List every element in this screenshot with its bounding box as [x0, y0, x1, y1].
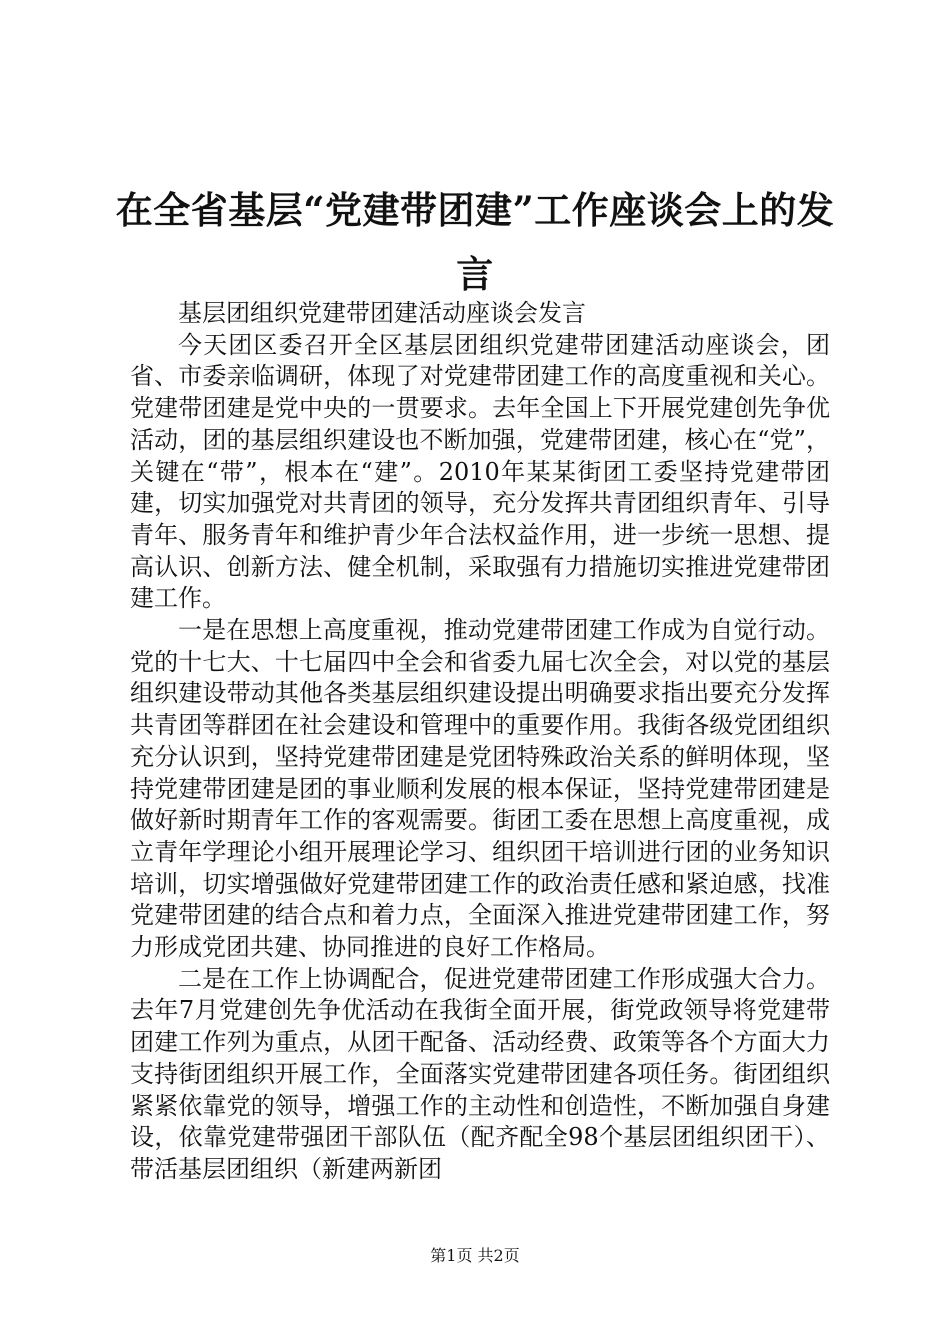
document-title: 在全省基层“党建带团建”工作座谈会上的发言: [115, 188, 835, 296]
body-paragraph: 二是在工作上协调配合，促进党建带团建工作形成强大合力。去年7月党建创先争优活动在我街全面开展，街党政领导将党建带团建工作列为重点，从团干配备、活动经费、政策等各个方面大力支持街团组织开展工作，全面落实党建带团建各项任务。街团组织紧紧依靠党的领导，增强工作的主动性和创造性，不断加强自身建设，依靠党建带强团干部队伍（配齐配全98个基层团组织团干）、带活基层团组织（新建两新团: [130, 964, 830, 1183]
document-body: [130, 298, 830, 1186]
body-paragraph: 今天团区委召开全区基层团组织党建带团建活动座谈会，团省、市委亲临调研，体现了对党建带团建工作的高度重视和关心。党建带团建是党中央的一贯要求。去年全国上下开展党建创先争优活动，团的基层组织建设也不断加强，党建带团建，核心在“党”，关键在“带”，根本在“建”。2010年某某街团工委坚持党建带团建，切实加强党对共青团的领导，充分发挥共青团组织青年、引导青年、服务青年和维护青少年合法权益作用，进一步统一思想、提高认识、创新方法、健全机制，采取强有力措施切实推进党建带团建工作。: [130, 330, 830, 613]
body-paragraph: 一是在思想上高度重视，推动党建带团建工作成为自觉行动。党的十七大、十七届四中全会和省委九届七次全会，对以党的基层组织建设带动其他各类基层组织建设提出明确要求指出要充分发挥共青团等群团在社会建设和管理中的重要作用。我街各级党团组织充分认识到，坚持党建带团建是党团特殊政治关系的鲜明体现，坚持党建带团建是团的事业顺利发展的根本保证，坚持党建带团建是做好新时期青年工作的客观需要。街团工委在思想上高度重视，成立青年学理论小组开展理论学习、组织团干培训进行团的业务知识培训，切实增强做好党建带团建工作的政治责任感和紧迫感，找准党建带团建的结合点和着力点，全面深入推进党建带团建工作，努力形成党团共建、协同推进的良好工作格局。: [130, 616, 830, 962]
body-paragraph: 基层团组织党建带团建活动座谈会发言: [178, 299, 586, 327]
page-number-footer: 第1页 共2页: [430, 1246, 520, 1265]
